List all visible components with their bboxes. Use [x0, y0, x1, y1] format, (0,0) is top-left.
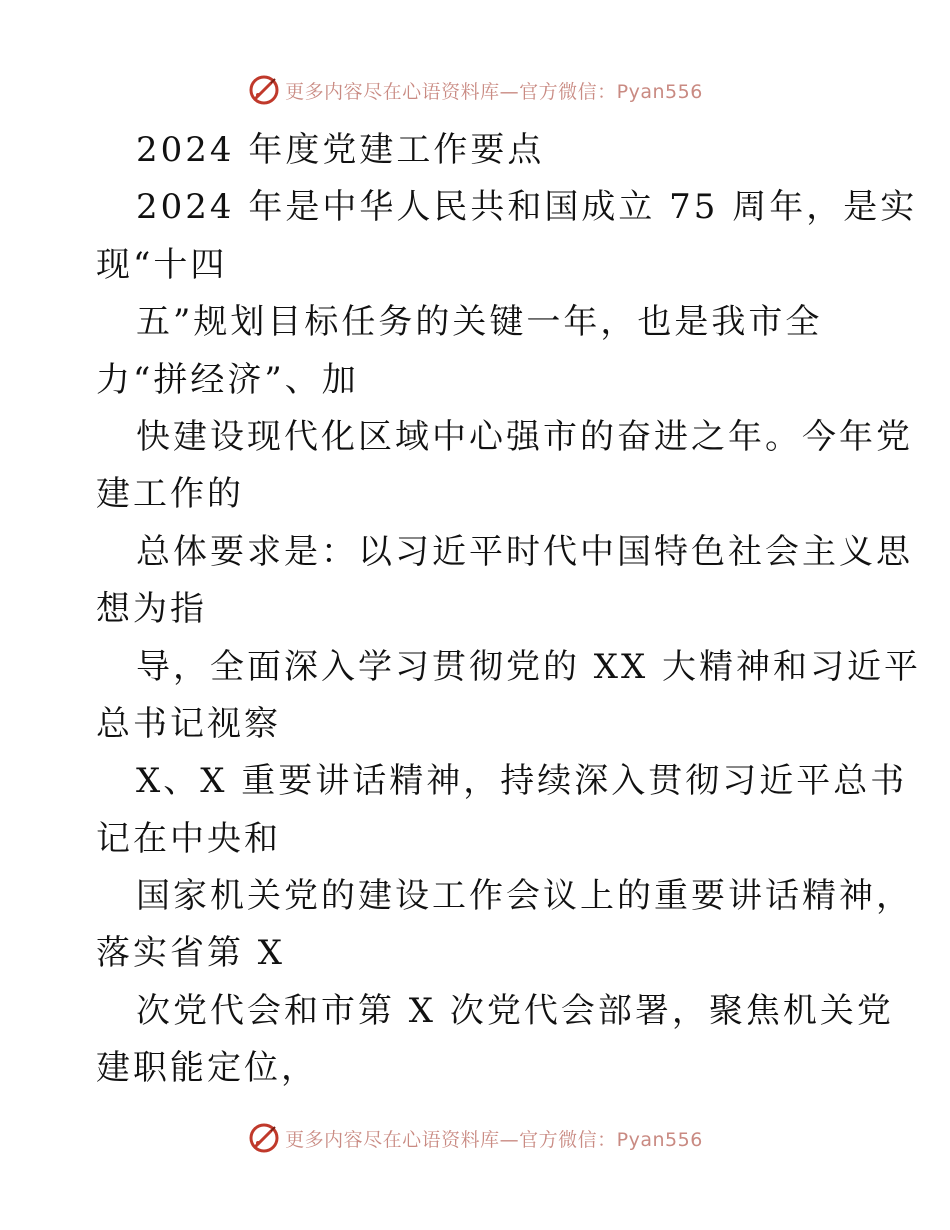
paragraph-line: 建工作的 — [96, 474, 244, 515]
paragraph-line: 快建设现代化区域中心强市的奋进之年。今年党 — [136, 416, 913, 457]
paragraph-line: 导，全面深入学习贯彻党的 XX 大精神和习近平 — [136, 646, 922, 687]
paragraph-line: 总书记视察 — [96, 703, 281, 744]
paragraph-line: 现“十四 — [96, 244, 228, 285]
document-body — [96, 122, 922, 1098]
paragraph-line: 国家机关党的建设工作会议上的重要讲话精神， — [136, 876, 913, 917]
paragraph-line: 次党代会和市第 X 次党代会部署，聚焦机关党 — [136, 990, 894, 1031]
paragraph-line: 力“拼经济”、加 — [96, 359, 359, 400]
logo-icon — [247, 1121, 281, 1155]
paragraph-line: X、X 重要讲话精神，持续深入贯彻习近平总书 — [136, 761, 908, 802]
paragraph-line: 五”规划目标任务的关键一年，也是我市全 — [136, 302, 823, 343]
watermark-text: 更多内容尽在心语资料库—官方微信：Pyan556 — [285, 1128, 703, 1151]
footer-watermark — [0, 1118, 950, 1158]
watermark-text: 更多内容尽在心语资料库—官方微信：Pyan556 — [285, 80, 703, 103]
paragraph-line: 2024 年是中华人民共和国成立 75 周年，是实 — [136, 187, 918, 228]
paragraph-line: 落实省第 X — [96, 933, 286, 974]
paragraph-line: 想为指 — [96, 589, 207, 630]
header-watermark — [0, 70, 950, 110]
paragraph-line: 记在中央和 — [96, 818, 281, 859]
doc-title: 2024 年度党建工作要点 — [136, 130, 545, 170]
logo-icon — [247, 73, 281, 107]
paragraph-line: 总体要求是：以习近平时代中国特色社会主义思 — [136, 531, 913, 572]
paragraph-line: 建职能定位， — [96, 1048, 318, 1089]
